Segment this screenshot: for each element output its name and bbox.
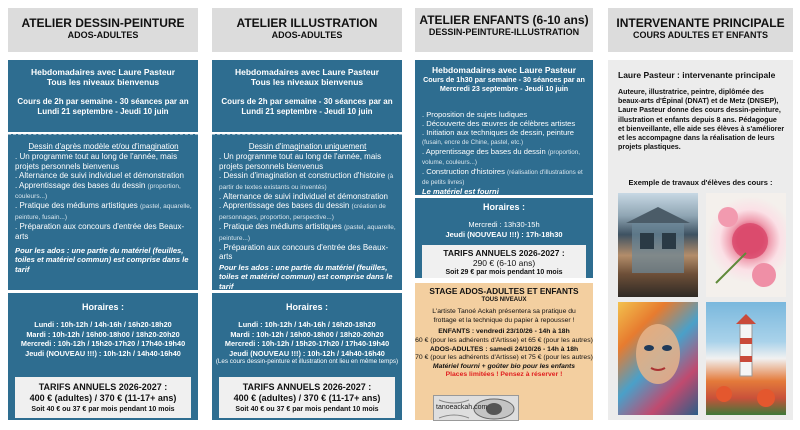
program-item: . Pratique des médiums artistiques (pastel, aquarelle, peinture...) [219, 222, 396, 242]
horaire-row: Mercredi : 10h-12h / 15h20-17h20 / 17h40-19h40 [224, 339, 390, 349]
column-title: ATELIER ENFANTS (6-10 ans) [419, 13, 589, 27]
program-item: . Apprentissage des bases du dessin (proportion, couleurs...) [15, 180, 181, 201]
course-dates: Lundi 21 septembre - Jeudi 10 juin [37, 107, 169, 116]
levels-line: Tous les niveaux bienvenus [250, 77, 364, 87]
column-header [212, 8, 402, 52]
program-note: (création de personnages, proportion, perspective...) [219, 203, 386, 221]
course-frequency: Cours de 2h par semaine - 30 séances par an [221, 97, 393, 106]
program-item: . Pratique des médiums artistiques (pastel, aquarelle, peinture, fusain...) [15, 201, 192, 221]
tarif-box [219, 377, 395, 418]
tarif-box [15, 377, 191, 418]
stage-warning: Places limitées ! Pensez à réserver ! [445, 371, 563, 379]
horaire-row: Mardi : 10h-12h / 16h00-18h00 / 18h20-20h20 [230, 329, 384, 339]
stage-subtitle: TOUS NIVEAUX [481, 296, 527, 303]
horaire-row: Mercredi : 10h-12h / 15h20-17h20 / 17h40-19h40 [20, 339, 186, 349]
examples-title: Exemple de travaux d'élèves des cours : [628, 178, 773, 187]
course-dates: Mercredi 23 septembre - Jeudi 10 juin [439, 84, 569, 93]
tarif-price: 290 € (6-10 ans) [472, 258, 536, 268]
tarif-monthly: Soit 40 € ou 37 € par mois pendant 10 mois [31, 406, 175, 413]
column-title: INTERVENANTE PRINCIPALE [616, 16, 785, 30]
stage-adultes-price: 70 € (pour les adhérents d'Artisse) et 75 € (pour les autres) [415, 354, 593, 362]
stage-title: STAGE ADOS-ADULTES ET ENFANTS [429, 286, 579, 296]
program-item: . Découverte des œuvres de célèbres artistes [422, 119, 576, 128]
intervenante-column [608, 8, 793, 420]
intervenante-box [608, 60, 793, 420]
program-item: . Proposition de sujets ludiques [422, 110, 528, 119]
column-header [8, 8, 198, 52]
column-subtitle: DESSIN-PEINTURE-ILLUSTRATION [428, 27, 580, 37]
horaire-row: Jeudi (NOUVEAU !!!) : 10h-12h / 14h40-16h40 [229, 348, 385, 358]
stage-enfants: ENFANTS : vendredi 23/10/26 - 14h à 18h [438, 328, 570, 336]
program-item: . Un programme tout au long de l'année, mais projets personnels bienvenus [219, 152, 382, 171]
horaire-row: Lundi : 10h-12h / 14h-16h / 16h20-18h20 [34, 320, 172, 330]
stage-note: Matériel fourni + goûter bio pour les enfants [432, 362, 576, 370]
program-note: (proportion, couleurs...) [15, 182, 181, 201]
stage-section [415, 283, 593, 420]
horaires-title: Horaires : [482, 202, 526, 212]
program-item: . Préparation aux concours d'entrée des Beaux-arts [219, 243, 389, 262]
program-item: . Préparation aux concours d'entrée des Beaux-arts [15, 222, 185, 241]
tarif-monthly: Soit 29 € par mois pendant 10 mois [445, 269, 563, 276]
column-title: ATELIER ILLUSTRATION [236, 16, 378, 30]
program-item: . Un programme tout au long de l'année, mais projets personnels bienvenus [15, 152, 178, 171]
artwork-lighthouse-image [706, 302, 786, 415]
tarif-title: TARIFS ANNUELS 2026-2027 : [242, 382, 372, 392]
horaires-title: Horaires : [285, 302, 329, 312]
tarif-title: TARIFS ANNUELS 2026-2027 : [443, 248, 565, 258]
stage-enfants-price: 60 € (pour les adhérents d'Artisse) et 65 € (pour les autres) [415, 336, 593, 344]
atelier-enfants-column [415, 8, 593, 420]
program-section [212, 134, 402, 290]
program-item: . Apprentissage des bases du dessin (création de personnages, proportion, perspective...) [219, 201, 386, 221]
tarif-monthly: Soit 40 € ou 37 € par mois pendant 10 mois [235, 406, 379, 413]
column-subtitle: ADOS-ADULTES [67, 30, 139, 40]
levels-line: Tous les niveaux bienvenus [46, 77, 160, 87]
program-title: Dessin d'après modèle et/ou d'imagination [28, 142, 179, 151]
column-subtitle: ADOS-ADULTES [271, 30, 343, 40]
program-note: (à partir de textes existants ou inventés) [219, 173, 394, 191]
program-item: . Construction d'histoires (réalisation d'illustrations et de petits livres) [422, 167, 583, 186]
program-item: . Apprentissage des bases du dessin (proportion, volume, couleurs...) [422, 147, 581, 166]
program-section [415, 102, 593, 195]
horaires-section [8, 293, 198, 420]
program-note: (pastel, aquarelle, peinture...) [219, 224, 396, 242]
program-note: (fusain, encre de Chine, pastel, etc.) [422, 139, 524, 146]
program-item: . Dessin d'imagination et construction d'histoire (à partir de textes existants ou inventés) [219, 171, 394, 191]
column-header [608, 8, 793, 52]
intervenante-bio: Auteure, illustratrice, peintre, diplômée des beaux-arts d'Épinal (DNAT) et de Metz (DNSEP), Laure Pasteur donne des cours dessin-peinture, illustration et enfants depuis 8 ans. Pédagogue et bienveillante, elle aide ses élèves à s'améliorer et les accompagne dans la réalisation de leurs projets plastiques. [618, 88, 785, 152]
website-label: tanoeackah.com [436, 404, 488, 411]
hebdo-line: Hebdomadaires avec Laure Pasteur [30, 67, 176, 77]
course-dates: Lundi 21 septembre - Jeudi 10 juin [241, 107, 373, 116]
hebdo-line: Hebdomadaires avec Laure Pasteur [234, 67, 380, 77]
course-frequency: Cours de 1h30 par semaine - 30 séances par an [423, 75, 585, 84]
horaire-row: Lundi : 10h-12h / 14h-16h / 16h20-18h20 [238, 320, 376, 330]
tarif-price: 400 € (adultes) / 370 € (11-17+ ans) [29, 393, 177, 403]
material-note: Pour les ados : une partie du matériel (feuilles, toiles et matériel commun) est comprise dans le tarif [219, 262, 393, 291]
horaire-row: Mardi : 10h-12h / 16h00-18h00 / 18h20-20h20 [26, 329, 180, 339]
artwork-house-image [618, 193, 698, 297]
atelier-dessin-peinture-column [8, 8, 198, 420]
program-section [8, 134, 198, 290]
horaire-row: Jeudi (NOUVEAU !!!) : 10h-12h / 14h40-16h40 [25, 348, 181, 358]
schedule-summary [212, 60, 402, 132]
horaires-section [212, 293, 402, 420]
material-note: Le matériel est fourni [422, 187, 499, 196]
horaire-row: Mercredi : 13h30-15h [468, 220, 540, 229]
column-subtitle: COURS ADULTES ET ENFANTS [632, 30, 768, 40]
program-note: (réalisation d'illustrations et de petits livres) [422, 169, 583, 186]
column-header [415, 8, 593, 52]
program-item: . Initiation aux techniques de dessin, peinture (fusain, encre de Chine, pastel, etc.) [422, 128, 574, 146]
atelier-illustration-column [212, 8, 402, 420]
program-note: (pastel, aquarelle, peinture, fusain...) [15, 203, 192, 221]
stage-adultes: ADOS-ADULTES : samedi 24/10/26 - 14h à 18h [429, 345, 579, 353]
schedule-summary [8, 60, 198, 132]
tarif-price: 400 € (adultes) / 370 € (11-17+ ans) [233, 393, 381, 403]
stage-intro: L'artiste Tanoé Ackah présentera sa pratique du frottage et la technique du papier à repousser ! [432, 308, 576, 324]
artwork-flowers-image [706, 193, 786, 297]
program-item: . Alternance de suivi individuel et démonstration [219, 192, 388, 202]
tarif-title: TARIFS ANNUELS 2026-2027 : [38, 382, 168, 392]
tarif-box [422, 245, 586, 278]
course-frequency: Cours de 2h par semaine - 30 séances par an [17, 97, 189, 106]
intervenante-name: Laure Pasteur : intervenante principale [618, 70, 776, 80]
program-title: Dessin d'imagination uniquement [248, 142, 367, 151]
program-item: . Alternance de suivi individuel et démonstration [15, 171, 184, 181]
program-note: (proportion, volume, couleurs...) [422, 149, 581, 166]
hebdo-line: Hebdomadaires avec Laure Pasteur [431, 65, 577, 75]
column-title: ATELIER DESSIN-PEINTURE [21, 16, 185, 30]
horaire-row: Jeudi (NOUVEAU !!!) : 17h-18h30 [445, 230, 563, 239]
horaires-title: Horaires : [81, 302, 125, 312]
tanoe-ackah-artwork-image [433, 395, 519, 421]
artwork-portrait-image [618, 302, 698, 415]
horaires-note: (Les cours dessin-peinture et illustration ont lieu en même temps) [215, 358, 399, 366]
material-note: Pour les ados : une partie du matériel (feuilles, toiles et matériel commun) est comprise dans le tarif [15, 246, 189, 274]
